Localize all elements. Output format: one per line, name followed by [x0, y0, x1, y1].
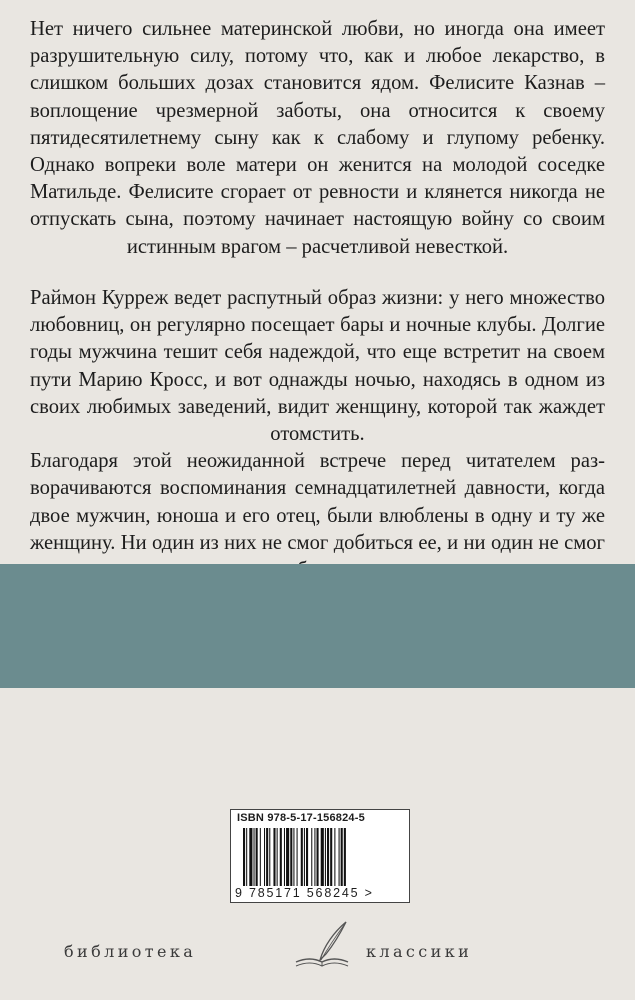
barcode-bar: [330, 828, 332, 886]
annotation-block-2: [30, 285, 605, 584]
series-footer: [0, 918, 635, 978]
ean-digits: 9 785171 568245 >: [235, 886, 374, 900]
barcode-bars: [243, 828, 399, 886]
barcode-bar: [317, 828, 319, 886]
series-word-right: классики: [366, 942, 473, 961]
barcode-bar: [256, 828, 258, 886]
barcode-bar: [304, 828, 305, 886]
barcode-bar: [246, 828, 247, 886]
series-word-left: библиотека: [64, 942, 197, 961]
barcode-bar: [269, 828, 270, 886]
barcode-bar: [254, 828, 255, 886]
annotation-paragraph-1: Нет ничего сильнее материнской любви, но иногда она имеет разрушительную силу, потому что, как и любое лекарство, в слишком больших дозах становится ядом. Фелисите Казнав – воплощение чрезмерной заботы, она относится к своему пятидесятилетнему сыну как к слабому и глупому ребенку. Однако вопреки воле матери он женится на молодой соседке Матильде. Фелисите сгорает от ревности и клянется никогда не отпускать сына, поэтому начинает настоящую войну со своим истинным врагом – расчетливой невесткой.: [30, 18, 605, 258]
barcode-bar: [273, 828, 275, 886]
barcode-bar: [325, 828, 326, 886]
barcode-bar: [314, 828, 315, 886]
barcode-bar: [341, 828, 343, 886]
barcode-bar: [264, 828, 265, 886]
barcode-bar: [290, 828, 292, 886]
barcode-bar: [286, 828, 289, 886]
barcode-bar: [266, 828, 268, 886]
barcode-bar: [280, 828, 282, 886]
barcode-bar: [249, 828, 252, 886]
barcode-bar: [334, 828, 335, 886]
annotation-paragraph-3: Благодаря этой неожиданной встрече перед читателем разворачиваются воспоминания семнадцатилетней давности, когда двое мужчин, юноша и его отец, были влюблены в одну и ту же женщину. Ни один из них не смог добиться ее, и ни один не смог: [30, 450, 605, 554]
barcode-bar: [293, 828, 294, 886]
barcode-bar: [327, 828, 329, 886]
decorative-color-band: [0, 564, 635, 688]
barcode-bar: [306, 828, 308, 886]
barcode-bar: [260, 828, 261, 886]
annotation-paragraph-2: Раймон Курреж ведет распутный образ жизни: у него множество любовниц, он регулярно посещает бары и ночные клубы. Долгие годы мужчина тешит себя надеждой, что еще встретит на своем пути Марию Кросс, и вот однажды ночью, находясь в одном из своих любимых заведений, видит женщину, которой так жаждет отомстить.: [30, 287, 605, 446]
barcode-bar: [301, 828, 303, 886]
annotation-block-1: [30, 16, 605, 261]
barcode: [230, 809, 410, 903]
isbn-label: ISBN 978-5-17-156824-5: [237, 812, 365, 824]
barcode-bar: [243, 828, 245, 886]
barcode-bar: [344, 828, 346, 886]
barcode-bar: [311, 828, 312, 886]
barcode-bar: [277, 828, 278, 886]
quill-book-icon: [290, 918, 354, 974]
barcode-bar: [297, 828, 298, 886]
barcode-bar: [339, 828, 340, 886]
barcode-bar: [321, 828, 324, 886]
barcode-bar: [284, 828, 285, 886]
